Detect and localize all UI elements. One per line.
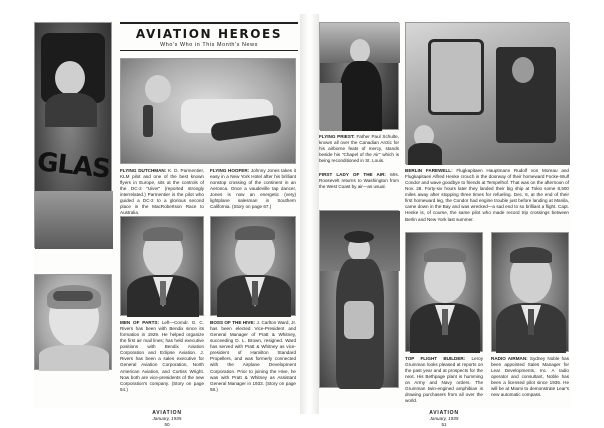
- photo-radio-airman: [491, 232, 569, 352]
- caption-radio-airman-text: Sydney Noble has been appointed Sales Manager for Lear Developments, Inc. A radio operator and consultant, Noble has been a licensed pilot since 1935. He will be at Miami to demonstrate Lear's new automatic compass.: [491, 356, 569, 398]
- photo-boss-of-hive: [210, 216, 296, 316]
- caption-first-lady-title: FIRST LADY OF THE AIR:: [319, 172, 391, 177]
- page-gutter: [300, 14, 319, 414]
- caption-boss-of-hive: [210, 320, 296, 393]
- caption-flying-hoofer-text: Johnny Jones takes it easy in a New York Hotel after his brilliant nonstop crossing of the continent in an Aeronca. Once a vaudeville tap dancer, Jones is now an energetic (very) lightplane salesman in Southern California. (Story on page 67.): [210, 168, 296, 210]
- caption-men-of-parts: [120, 320, 204, 393]
- caption-radio-airman: [491, 356, 569, 398]
- masthead-rule-top: [120, 22, 298, 24]
- masthead: [120, 22, 298, 51]
- right-page: [319, 20, 571, 427]
- caption-first-lady-text: Mrs. Roosevelt returns to Washington from the West Coast by air—as usual.: [319, 172, 399, 190]
- caption-radio-airman-title: RADIO AIRMAN:: [491, 356, 530, 361]
- caption-flying-dutchman-title: FLYING DUTCHMAN:: [120, 168, 169, 173]
- masthead-title: AVIATION HEROES: [135, 26, 283, 41]
- right-page-number: 51: [441, 421, 447, 427]
- photo-flying-hoofer: [120, 58, 296, 164]
- left-page: [34, 20, 300, 427]
- caption-men-of-parts-text: Left—Comdr. G. C. Rivers has been with Bendix since its formation in 1929. He helped organize the first air mail lines; has held executive positions with Bendix Aviation Corporation and Eclipse Aviation. J. Rivers has been a sales executive for General Aviation Corporation, North American Aviation, and Curtiss Wright. Now both are vice-presidents of the new Corporation's company. (Story on page 54.): [120, 320, 204, 392]
- caption-flying-priest-text: Father Paul Schulte, known all over the Canadian Arctic for his airborne feats of mercy, stands beside his "Chapel of the Air" which is being reconditioned in St. Louis.: [319, 134, 399, 164]
- photo-berlin-farewell: [405, 22, 569, 164]
- caption-top-flight-builder: [405, 356, 483, 405]
- caption-flying-dutchman: [120, 168, 204, 217]
- photo-aviator-goggles: [34, 274, 112, 370]
- photo-flying-priest: [319, 22, 399, 130]
- caption-flying-hoofer-title: FLYING HOOFER:: [210, 168, 251, 173]
- caption-berlin-farewell: [405, 168, 569, 223]
- photo-flying-dutchman: [34, 22, 112, 248]
- caption-flying-hoofer: [210, 168, 296, 210]
- right-footer: [411, 410, 477, 428]
- left-footer-date: January, 1935: [152, 416, 182, 422]
- masthead-subtitle: Who's Who in This Month's News: [160, 41, 258, 48]
- left-page-number: 50: [164, 421, 170, 427]
- masthead-rule-bottom: [120, 50, 298, 52]
- caption-top-flight-builder-title: TOP FLIGHT BUILDER:: [405, 356, 472, 361]
- caption-men-of-parts-title: MEN OF PARTS:: [120, 320, 162, 325]
- right-footer-brand: AVIATION: [429, 410, 459, 416]
- right-footer-date: January, 1935: [429, 416, 459, 422]
- left-footer-brand: AVIATION: [152, 410, 182, 416]
- photo-men-of-parts: [120, 216, 204, 316]
- caption-berlin-farewell-title: BERLIN FAREWELL:: [405, 168, 457, 173]
- photo-top-flight-builder: [405, 232, 483, 352]
- caption-boss-of-hive-text: J. Carlton Ward, Jr. has been elected Vice-President and General Manager of Pratt & Whitney, succeeding D. L. Brown, resigned. Ward has served with Pratt & Whitney as vice-president of Hamilton Standard Propellers, and was formerly connected with the Airplane Development Corporation. Prior to joining the Hive, he was with Pratt & Whitney as Assistant General Manager in 1933. (Story on page 58.): [210, 320, 296, 392]
- caption-first-lady: [319, 172, 399, 190]
- caption-flying-dutchman-text: K. D. Parmentier, KLM pilot and one of the best known flyers in Europe, sits at the controls of the DC-2 "Uiver" (reported strongly interrelated.) Parmentier is the pilot who guided a DC-2 to a glorious second place in the MacRobertson Race to Australia.: [120, 168, 204, 216]
- caption-flying-priest-title: FLYING PRIEST:: [319, 134, 357, 139]
- caption-flying-priest: [319, 134, 399, 164]
- left-footer: [134, 410, 200, 428]
- photo-first-lady: [319, 210, 399, 388]
- caption-boss-of-hive-title: BOSS OF THE HIVE:: [210, 320, 257, 325]
- plane-lettering: GLAS: [35, 147, 112, 185]
- caption-top-flight-builder-text: Leroy Grumman looks pleased at reports on the past year and at prospects for the next. His Bethpage plant is humming on Army and Navy orders. The Grumman twin-engined amphibian is drawing purchasers from all over the world.: [405, 356, 483, 404]
- caption-berlin-farewell-text: Flugkapitaen Hauptmann Rudolf von Moreau and Flugkapitaen Alfred Henke crouch in the doorway of their homeward Focke-Wulf Condor and wave goodbye to friends at Tempelhof. That was on the afternoon of Nov. 28. Forty-six hours later they landed their big ship at Tokio some 8,500 miles away after stopping three times for refueling. Dec. 6, at the end of their first homeward leg, the Condor had engine trouble just before landing at Manila, came down in the Bay and was wrecked—a sad end to so brilliant a flight. Capt. Henke is, of course, the same pilot who made record trip crossings between Berlin and New York last summer.: [405, 168, 569, 222]
